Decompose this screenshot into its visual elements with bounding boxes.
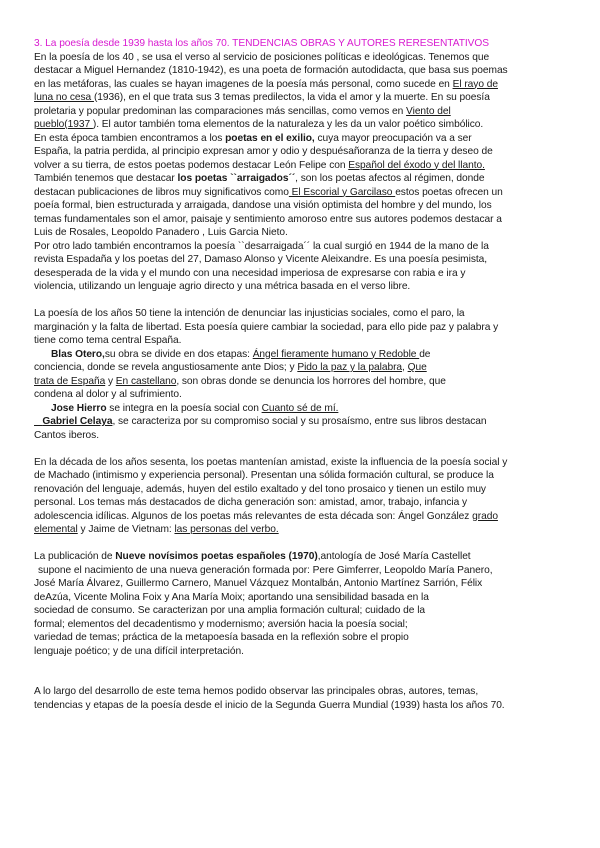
work-title: trata de España bbox=[34, 375, 106, 387]
text-line: También tenemos que destacar los poetas ``arraigados´´, son los poetas afectos al régimen, donde bbox=[34, 173, 485, 184]
work-title: pueblo(1937 bbox=[34, 119, 93, 130]
text-line: renovación del lenguaje, además, huyen del estilo exaltado y del tono prosaico y tienen un estilo muy bbox=[34, 483, 486, 495]
work-title: En castellano bbox=[115, 375, 177, 387]
text-line: La poesía de los años 50 tiene la intención de denunciar las injusticias sociales, como el paro, la bbox=[34, 308, 465, 319]
work-title: El rayo de bbox=[452, 78, 498, 90]
paragraph-spacer bbox=[34, 442, 570, 456]
work-title: las personas del verbo. bbox=[174, 524, 279, 535]
text-line: supone el nacimiento de una nueva generación formada por: Pere Gimferrer, Leopoldo María Panero, bbox=[38, 564, 493, 576]
work-title: grado bbox=[472, 510, 498, 522]
text-line: En la década de los años sesenta, los poetas mantenían amistad, existe la influencia de la poesía social y bbox=[34, 456, 508, 468]
text-line: destacar a Miguel Hernandez (1810-1942), es una poeta de formación autodidacta, que basa sus poemas bbox=[34, 65, 508, 76]
text-line: España, la patria perdida, al principio expresan amor y odio y despuésañoranza de la tierra y deseo de bbox=[34, 146, 493, 157]
text-line: Luis de Rosales, Leopoldo Panadero , Luis Garcia Nieto. bbox=[34, 227, 288, 238]
text-line: volver a su tierra, de estos poetas podemos destacar León Felipe con Español del éxodo y del llanto. bbox=[34, 159, 485, 171]
text-line: sociedad de consumo. Se caracterizan por una amplia formación cultural; cuidado de la bbox=[34, 605, 426, 616]
work-title: Pido la paz y la palabra bbox=[297, 362, 403, 373]
text-line: En esta época tambien encontramos a los poetas en el exilio, cuya mayor preocupación va a ser bbox=[34, 132, 472, 144]
bold-term: Nueve novísimos poetas españoles (1970) bbox=[115, 551, 318, 562]
text-line: Blas Otero,su obra se divide en dos etapas: Ángel fieramente humano y Redoble de bbox=[51, 348, 431, 360]
work-title: Cuanto sé de mí. bbox=[261, 402, 339, 414]
paragraph-conclusion bbox=[34, 685, 570, 712]
text-line: Gabriel Celaya, se caracteriza por su compromiso social y su prosaísmo, entre sus libros destacan bbox=[42, 416, 487, 427]
author-name: Blas Otero, bbox=[51, 348, 105, 360]
bold-term: los poetas ``arraigados´´ bbox=[177, 173, 296, 184]
text-line: En la poesía de los 40 , se usa el verso al servicio de posiciones políticas e ideológicas. Tenemos que bbox=[34, 51, 490, 63]
author-name: Gabriel Celaya bbox=[42, 416, 113, 427]
text-line: tiene como tema central España. bbox=[34, 335, 182, 346]
text-line: deAzúa, Vicente Molina Foix y Ana María Moix; aportando una sensibilidad basada en la bbox=[34, 591, 429, 603]
text-line: condena al dolor y al sufrimiento. bbox=[34, 389, 182, 400]
author-name: Jose Hierro bbox=[51, 402, 107, 414]
text-line: personal. Los temas más destacados de dicha generación son: amistad, amor, trabajo, infancia y bbox=[34, 497, 468, 508]
text-line: A lo largo del desarrollo de este tema hemos podido observar las principales obras, autores, temas, bbox=[34, 686, 479, 697]
text-line: desesperada de la vida y el mundo con una necesidad imperiosa de expresarse con rabia e ira y bbox=[34, 267, 466, 279]
paragraph-novisimos bbox=[34, 550, 570, 658]
work-title: Español del éxodo y del llanto. bbox=[348, 159, 485, 171]
text-line: temas fundamentales son el amor, paisaje y sentimiento amoroso entre sus autores podemos destacar a bbox=[34, 213, 502, 225]
text-line: revista Espadaña y los poetas del 27, Damaso Alonso y Vicente Aleixandre. Es una poesía pesimista, bbox=[34, 254, 488, 265]
text-line: adolescencia idílicas. Algunos de los poetas más relevantes de esta década son: Ángel González grado bbox=[34, 510, 498, 522]
text-line: Cantos iberos. bbox=[34, 429, 99, 441]
bold-term: poetas en el exilio, bbox=[225, 132, 315, 144]
work-title: Que bbox=[407, 362, 427, 373]
work-title: Viento del bbox=[406, 105, 451, 117]
text-line: lenguaje poético; y de una difícil interpretación. bbox=[34, 645, 244, 657]
text-line: violencia, utilizando un lenguaje agrio directo y una métrica basada en el verso libre. bbox=[34, 281, 411, 292]
text-line: destacan publicaciones de libros muy significativos como El Escorial y Garcilaso estos poetas ofrecen un bbox=[34, 186, 503, 198]
text-line: Jose Hierro se integra en la poesía social con Cuanto sé de mí. bbox=[51, 402, 339, 414]
text-line: La publicación de Nueve novísimos poetas españoles (1970),antología de José María Castellet bbox=[34, 551, 471, 562]
text-line: variedad de temas; práctica de la metapoesía basada en la reflexión sobre el propio bbox=[34, 632, 409, 643]
text-line: en las metáforas, las cuales se hayan imagenes de la poesía más personal, como sucede en El rayo de bbox=[34, 78, 498, 90]
text-line: tendencias y etapas de la poesía desde el inicio de la Segunda Guerra Mundial (1939) hasta los años 70. bbox=[34, 699, 505, 711]
work-title: El Escorial y Garcilaso bbox=[288, 186, 396, 198]
paragraph-spacer bbox=[34, 658, 570, 685]
paragraph-poesia-50 bbox=[34, 307, 570, 442]
text-line: de Machado (intimismo y experiencia personal). Presentan una sólida formación cultural, se produce la bbox=[34, 470, 494, 481]
paragraph-spacer bbox=[34, 294, 570, 308]
text-line: conciencia, donde se revela angustiosamente ante Dios; y Pido la paz y la palabra, Que bbox=[34, 362, 427, 373]
paragraph-exilio-arraigados bbox=[34, 132, 570, 294]
text-line: proletaria y popular predominan las comparaciones más sencillas, como vemos en Viento del bbox=[34, 105, 451, 117]
paragraph-poesia-60 bbox=[34, 456, 570, 537]
paragraph-spacer bbox=[34, 537, 570, 551]
work-title: Ángel fieramente humano y Redoble bbox=[252, 348, 420, 360]
text-line: Por otro lado también encontramos la poesía ``desarraigada´´ la cual surgió en 1944 de la mano de la bbox=[34, 240, 489, 252]
text-line: marginación y la falta de libertad. Esta poesía quiere cambiar la sociedad, para ello pide paz y palabra y bbox=[34, 321, 499, 333]
work-title: luna no cesa bbox=[34, 92, 94, 103]
section-title: 3. La poesía desde 1939 hasta los años 70. TENDENCIAS OBRAS Y AUTORES RERESENTATIVOS bbox=[34, 38, 490, 49]
text-line: pueblo(1937 ). El autor también toma elementos de la naturaleza y les da un valor poético simbólico. bbox=[34, 119, 484, 130]
text-line: luna no cesa (1936), en el que trata sus 3 temas predilectos, la vida el amor y la muerte. En su poesía bbox=[34, 92, 490, 103]
text-line: trata de España y En castellano, son obras donde se denuncia los horrores del hombre, que bbox=[34, 375, 446, 387]
paragraph-poesia-40 bbox=[34, 51, 570, 132]
text-line: José María Álvarez, Guillermo Carnero, Manuel Vázquez Montalbán, Antonio Martínez Sarrión, Félix bbox=[34, 578, 483, 589]
text-line: elemental y Jaime de Vietnam: las personas del verbo. bbox=[34, 524, 279, 535]
text-line: formal; elementos del decadentismo y modernismo; aversión hacia la poesía social; bbox=[34, 618, 408, 630]
work-title: elemental bbox=[34, 524, 78, 535]
text-line: poeía formal, bien estructurada y arraigada, dandose una visión optimista del hombre y del mundo, los bbox=[34, 200, 492, 211]
